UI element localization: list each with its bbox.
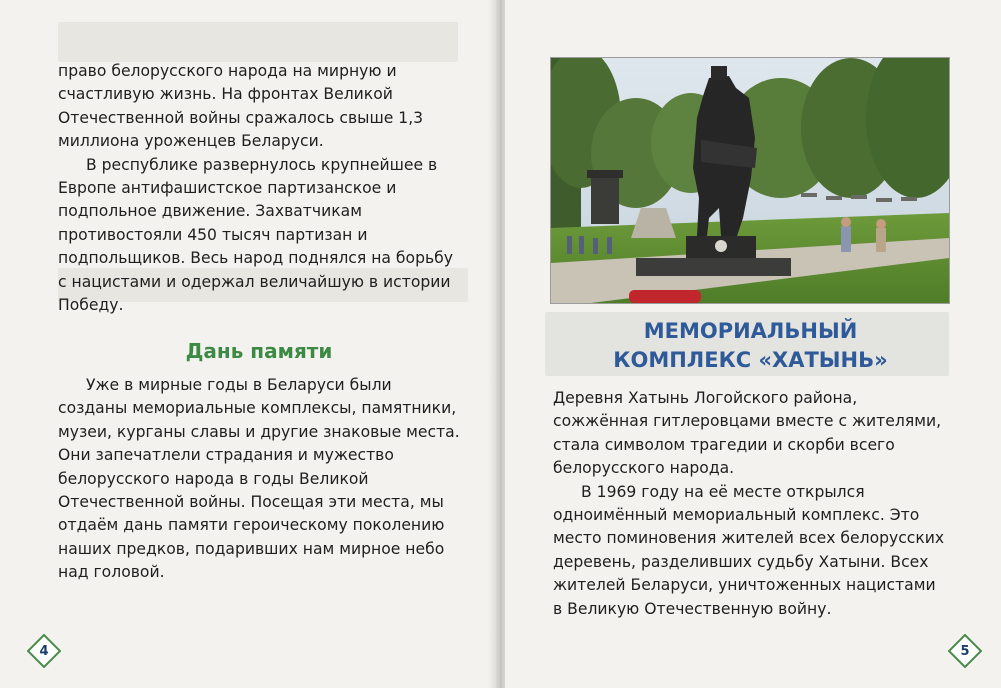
left-text-block xyxy=(58,60,460,317)
paragraph: право белорусского народа на мирную и счастливую жизнь. На фронтах Великой Отечественной войны сражалось свыше 1,3 миллиона уроженцев Беларуси. xyxy=(58,62,424,151)
memorial-photo xyxy=(550,57,950,304)
paragraph: В 1969 году на её месте открылся одноимённый мемориальный комплекс. Это место поминовения жителей всех белорусских деревень, разделивших судьбу Хатыни. Всех жителей Беларуси, уничтоженных нацистами в Великую Отечественную войну. xyxy=(553,482,945,618)
paragraph: Деревня Хатынь Логойского района, сожжённая гитлеровцами вместе с жителями, стала символом трагедии и скорби всего белорусского народа. xyxy=(553,389,942,478)
right-page xyxy=(505,0,1001,688)
paragraph: В республике развернулось крупнейшее в Европе антифашистское партизанское и подпольное движение. Захватчикам противостояли 450 тысяч партизан и подпольщиков. Весь народ поднялся на борьбу с нацистами и одержал величайшую в истории Победу. xyxy=(58,155,454,315)
page-number: 5 xyxy=(960,643,970,659)
section-title: МЕМОРИАЛЬНЫЙ КОМПЛЕКС «ХАТЫНЬ» xyxy=(613,319,888,372)
section-title: Дань памяти xyxy=(185,339,333,363)
background-shade xyxy=(58,22,458,62)
photo-image xyxy=(551,58,949,303)
page-number-badge xyxy=(948,634,982,668)
page-number: 4 xyxy=(39,643,49,659)
page-number-badge xyxy=(27,634,61,668)
left-text-block-2 xyxy=(58,374,460,585)
left-page xyxy=(0,0,496,688)
paragraph: Уже в мирные годы в Беларуси были созданы мемориальные комплексы, памятники, музеи, курганы славы и другие знаковые места. Они запечатлели страдания и мужество белорусского народа в годы Великой Отечественной войны. Посещая эти места, мы отдаём дань памяти героическому поколению наших предков, подаривших нам мирное небо над головой. xyxy=(58,376,460,582)
right-text-block xyxy=(553,387,948,621)
